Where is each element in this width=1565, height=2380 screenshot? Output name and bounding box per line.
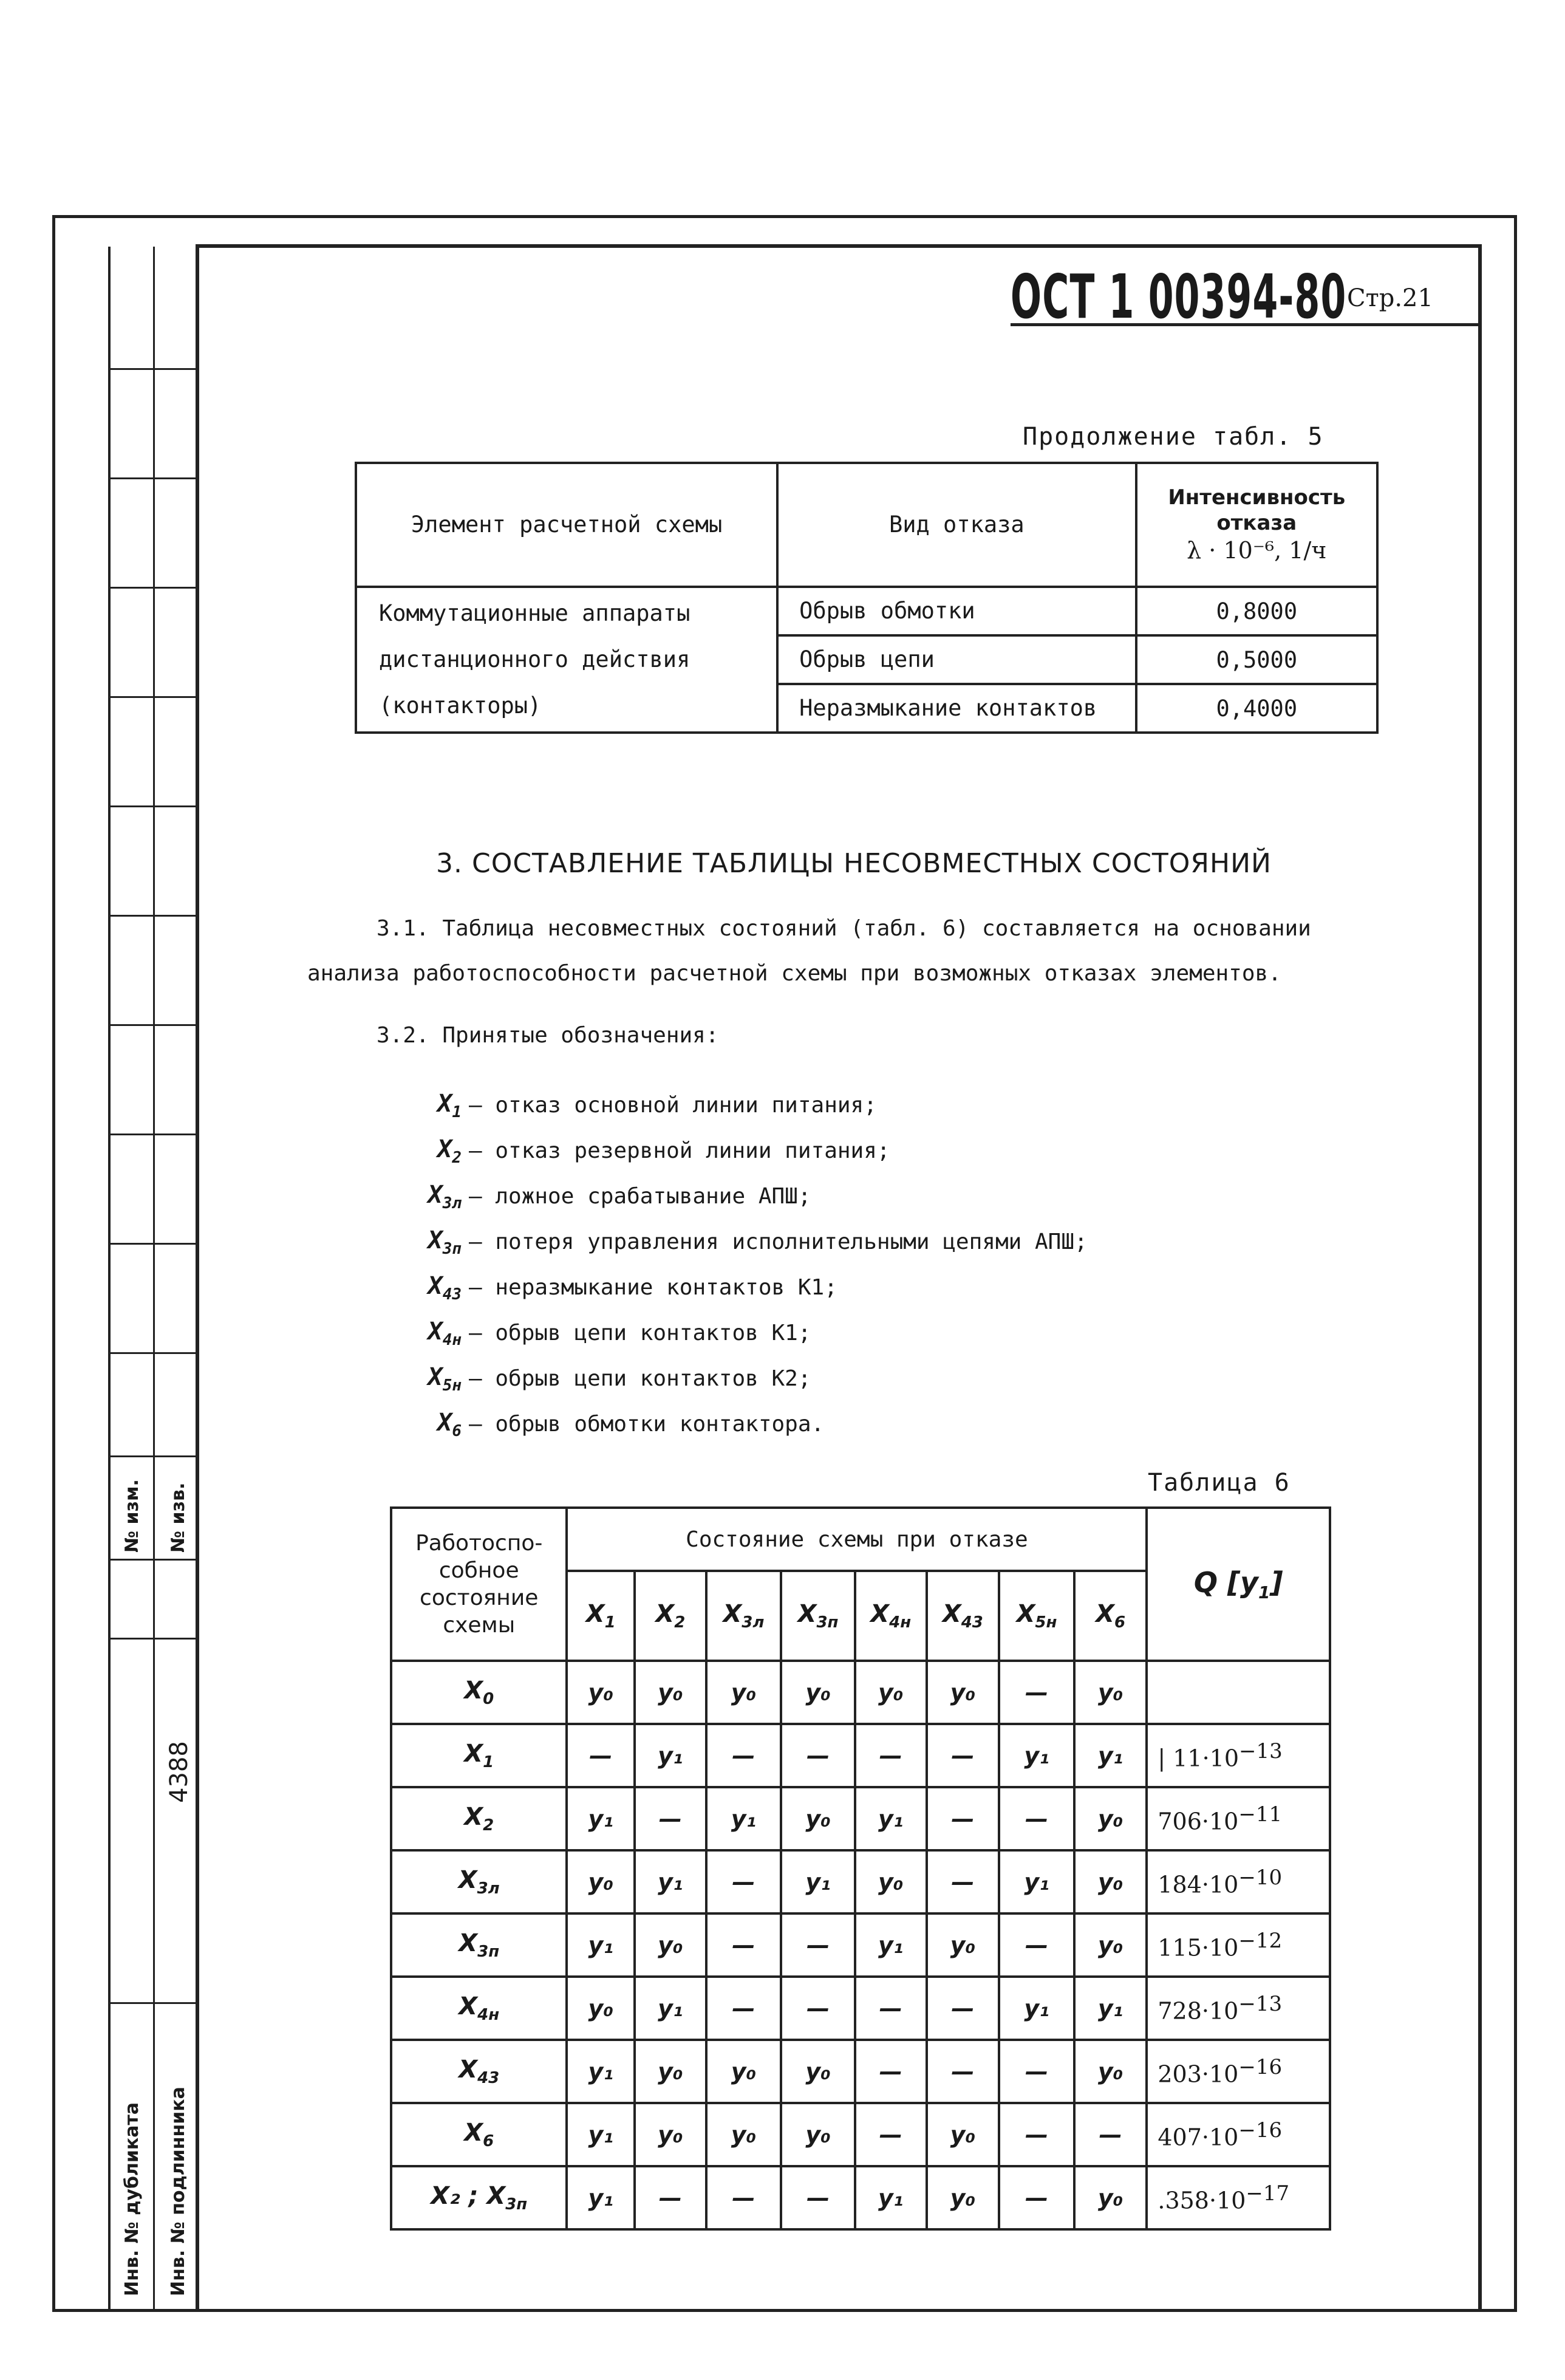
- table-row: [391, 1977, 1330, 2040]
- state-cell: $X_2$: [391, 1787, 567, 1850]
- state-value-cell: y₁: [567, 1787, 635, 1850]
- state-value-cell: —: [855, 1977, 927, 2040]
- state-value-cell: —: [927, 1977, 1000, 2040]
- notation-text: – обрыв цепи контактов K2;: [469, 1366, 811, 1391]
- state-value-cell: —: [999, 1913, 1074, 1977]
- notation-symbol: $X_{3п}$: [428, 1226, 462, 1258]
- state-cell: X₂ ; $X_{3п}$: [391, 2166, 567, 2229]
- table-row: [391, 1913, 1330, 1977]
- state-value-cell: —: [855, 2103, 927, 2166]
- state-value-cell: y₁: [999, 1724, 1074, 1787]
- table5-value: 0,5000: [1136, 635, 1377, 684]
- state-value-cell: —: [999, 1661, 1074, 1724]
- state-value-cell: y₁: [781, 1850, 855, 1913]
- notation-item: [395, 1128, 1088, 1174]
- notation-item: [395, 1082, 1088, 1128]
- state-value-cell: —: [781, 1913, 855, 1977]
- state-value-cell: —: [706, 1850, 782, 1913]
- state-value-cell: —: [781, 1977, 855, 2040]
- section-title: 3. СОСТАВЛЕНИЕ ТАБЛИЦЫ НЕСОВМЕСТНЫХ СОСТОЯНИЙ: [436, 848, 1272, 879]
- state-value-cell: y₁: [1074, 1977, 1147, 2040]
- paragraph-3-1-line2: анализа работоспособности расчетной схемы при возможных отказах элементов.: [307, 961, 1281, 986]
- table5: [355, 462, 1379, 734]
- intensity-line1: Интенсивность: [1168, 485, 1346, 510]
- state-value-cell: y₀: [1074, 1661, 1147, 1724]
- state-value-cell: y₀: [927, 2103, 1000, 2166]
- head-state-line: схемы: [443, 1613, 516, 1638]
- strip-cell-line: [108, 587, 197, 589]
- state-value-cell: —: [927, 1850, 1000, 1913]
- table-row: [391, 1724, 1330, 1787]
- state-value-cell: —: [855, 2040, 927, 2103]
- table5-header-intensity: [1136, 463, 1377, 587]
- notation-text: – отказ резервной линии питания;: [469, 1138, 890, 1163]
- state-cell: $X_0$: [391, 1661, 567, 1724]
- inv-podl-label: Инв. № подлинника: [168, 2087, 189, 2296]
- table5-failure: Обрыв обмотки: [777, 587, 1136, 635]
- document-code: ОСТ 1 00394-80: [1011, 261, 1347, 332]
- notation-item: [395, 1265, 1088, 1310]
- col-header: $X_{43}$: [927, 1571, 1000, 1661]
- strip-cell-line: [108, 1243, 197, 1245]
- notation-list: [395, 1082, 1088, 1447]
- state-value-cell: —: [781, 2166, 855, 2229]
- probability-cell: $115\cdot 10^{-12}$: [1147, 1913, 1330, 1977]
- state-value-cell: y₀: [635, 1913, 706, 1977]
- table-row: [391, 2103, 1330, 2166]
- notation-item: [395, 1174, 1088, 1219]
- notation-text: – обрыв цепи контактов K1;: [469, 1321, 811, 1346]
- state-value-cell: y₀: [1074, 2040, 1147, 2103]
- probability-cell: $706\cdot 10^{-11}$: [1147, 1787, 1330, 1850]
- strip-cell-line: [108, 2002, 197, 2004]
- state-value-cell: —: [927, 1724, 1000, 1787]
- table6-head-state: [391, 1508, 567, 1661]
- table5-failure: Неразмыкание контактов: [777, 684, 1136, 733]
- state-value-cell: y₁: [1074, 1724, 1147, 1787]
- state-value-cell: y₀: [1074, 1787, 1147, 1850]
- probability-cell: [1147, 1661, 1330, 1724]
- state-value-cell: y₀: [855, 1661, 927, 1724]
- state-cell: $X_{3л}$: [391, 1850, 567, 1913]
- probability-cell: $203\cdot 10^{-16}$: [1147, 2040, 1330, 2103]
- paragraph-3-1-line1: 3.1. Таблица несовместных состояний (табл. 6) составляется на основании: [377, 916, 1311, 941]
- inv-dubl-label: Инв. № дубликата: [121, 2102, 143, 2296]
- element-line3: (контакторы): [379, 692, 542, 719]
- col-header: $X_2$: [635, 1571, 706, 1661]
- table5-header-element: Элемент расчетной схемы: [356, 463, 777, 587]
- state-value-cell: —: [1074, 2103, 1147, 2166]
- notation-text: – ложное срабатывание АПШ;: [469, 1184, 811, 1209]
- state-value-cell: —: [999, 2166, 1074, 2229]
- table-row: [391, 1661, 1330, 1724]
- state-value-cell: y₁: [635, 1977, 706, 2040]
- table6-caption: Таблица 6: [1148, 1469, 1291, 1497]
- page-number: Стр.21: [1347, 284, 1433, 312]
- col-header: $X_{5н}$: [999, 1571, 1074, 1661]
- state-value-cell: y₀: [927, 1661, 1000, 1724]
- notation-item: [395, 1401, 1088, 1447]
- state-value-cell: y₀: [635, 2103, 706, 2166]
- table5-value: 0,4000: [1136, 684, 1377, 733]
- state-value-cell: y₀: [1074, 1850, 1147, 1913]
- state-value-cell: —: [706, 1977, 782, 2040]
- state-value-cell: y₁: [855, 2166, 927, 2229]
- state-value-cell: —: [706, 2166, 782, 2229]
- probability-cell: $407\cdot 10^{-16}$: [1147, 2103, 1330, 2166]
- state-value-cell: y₀: [567, 1850, 635, 1913]
- head-state-line: собное: [438, 1558, 519, 1583]
- state-cell: $X_{4н}$: [391, 1977, 567, 2040]
- notation-symbol: $X_1$: [437, 1089, 462, 1121]
- strip-cell-line: [108, 1455, 197, 1457]
- table6-head-group: Состояние схемы при отказе: [567, 1508, 1147, 1571]
- notation-symbol: $X_{4н}$: [428, 1317, 462, 1349]
- strip-cell-line: [108, 805, 197, 807]
- state-value-cell: y₁: [706, 1787, 782, 1850]
- state-cell: $X_{43}$: [391, 2040, 567, 2103]
- state-value-cell: —: [927, 1787, 1000, 1850]
- state-value-cell: —: [999, 2040, 1074, 2103]
- state-value-cell: —: [706, 1724, 782, 1787]
- state-value-cell: —: [999, 1787, 1074, 1850]
- notation-text: – обрыв обмотки контактора.: [469, 1412, 825, 1437]
- revision-strip: [108, 247, 197, 2311]
- header-rule: [1011, 323, 1482, 326]
- state-value-cell: y₁: [855, 1913, 927, 1977]
- strip-cell-line: [108, 915, 197, 917]
- state-value-cell: —: [567, 1724, 635, 1787]
- strip-cell-line: [108, 696, 197, 698]
- state-value-cell: —: [999, 2103, 1074, 2166]
- state-value-cell: y₀: [781, 2103, 855, 2166]
- state-value-cell: —: [635, 1787, 706, 1850]
- state-value-cell: —: [635, 2166, 706, 2229]
- strip-cell-line: [108, 1352, 197, 1354]
- probability-cell: | $11\cdot 10^{-13}$: [1147, 1724, 1330, 1787]
- notation-text: – неразмыкание контактов K1;: [469, 1275, 837, 1300]
- inventory-number: 4388: [165, 1741, 193, 1803]
- strip-cell-line: [108, 1638, 197, 1640]
- table-row: [391, 1787, 1330, 1850]
- table6-head-q: Q $[y_1]$: [1147, 1508, 1330, 1661]
- table5-caption: Продолжение табл. 5: [1023, 423, 1324, 451]
- element-line1: Коммутационные аппараты: [379, 600, 690, 626]
- state-value-cell: y₁: [635, 1724, 706, 1787]
- state-value-cell: y₁: [999, 1977, 1074, 2040]
- table5-element-cell: [356, 587, 777, 733]
- state-value-cell: y₀: [1074, 2166, 1147, 2229]
- state-value-cell: y₁: [567, 2040, 635, 2103]
- col-header: $X_1$: [567, 1571, 635, 1661]
- revision-strip-divider: [153, 247, 155, 2311]
- state-value-cell: y₀: [567, 1661, 635, 1724]
- notation-symbol: $X_{43}$: [428, 1271, 462, 1304]
- head-state-line: Работоспо-: [415, 1531, 543, 1556]
- state-value-cell: y₁: [855, 1787, 927, 1850]
- paragraph-3-2: 3.2. Принятые обозначения:: [377, 1023, 719, 1048]
- notation-symbol: $X_6$: [437, 1408, 462, 1440]
- state-value-cell: y₁: [999, 1850, 1074, 1913]
- state-value-cell: y₁: [567, 2166, 635, 2229]
- state-value-cell: y₀: [781, 1661, 855, 1724]
- state-value-cell: y₁: [567, 2103, 635, 2166]
- table-row: [391, 1850, 1330, 1913]
- izm-label: № изм.: [121, 1479, 143, 1553]
- state-value-cell: y₀: [927, 2166, 1000, 2229]
- strip-cell-line: [108, 1134, 197, 1135]
- col-header: $X_{3п}$: [781, 1571, 855, 1661]
- state-value-cell: y₁: [635, 1850, 706, 1913]
- intensity-line3: λ · 10⁻⁶, 1/ч: [1187, 536, 1327, 564]
- state-value-cell: y₁: [567, 1913, 635, 1977]
- strip-cell-line: [108, 1024, 197, 1026]
- state-cell: $X_{3п}$: [391, 1913, 567, 1977]
- head-state-line: состояние: [420, 1585, 539, 1610]
- table-row: [391, 2166, 1330, 2229]
- probability-cell: $728\cdot 10^{-13}$: [1147, 1977, 1330, 2040]
- notation-item: [395, 1310, 1088, 1356]
- table5-failure: Обрыв цепи: [777, 635, 1136, 684]
- table6-body: [391, 1661, 1330, 2229]
- col-header: $X_{3л}$: [706, 1571, 782, 1661]
- state-value-cell: y₀: [706, 2103, 782, 2166]
- state-value-cell: —: [706, 1913, 782, 1977]
- table5-header-failure: Вид отказа: [777, 463, 1136, 587]
- state-value-cell: —: [781, 1724, 855, 1787]
- state-value-cell: y₀: [855, 1850, 927, 1913]
- state-value-cell: y₀: [1074, 1913, 1147, 1977]
- element-line2: дистанционного действия: [379, 646, 690, 672]
- notation-item: [395, 1219, 1088, 1265]
- state-value-cell: y₀: [927, 1913, 1000, 1977]
- state-value-cell: y₀: [567, 1977, 635, 2040]
- state-value-cell: y₀: [706, 1661, 782, 1724]
- probability-cell: $.358\cdot 10^{-17}$: [1147, 2166, 1330, 2229]
- table-row: [391, 2040, 1330, 2103]
- col-header: $X_{4н}$: [855, 1571, 927, 1661]
- notation-text: – потеря управления исполнительными цепями АПШ;: [469, 1229, 1088, 1254]
- state-value-cell: y₀: [781, 1787, 855, 1850]
- notation-symbol: $X_{3л}$: [428, 1180, 462, 1212]
- notation-item: [395, 1356, 1088, 1401]
- col-header: $X_6$: [1074, 1571, 1147, 1661]
- state-value-cell: —: [855, 1724, 927, 1787]
- strip-cell-line: [108, 1559, 197, 1561]
- state-value-cell: y₀: [635, 1661, 706, 1724]
- izv-label: № изв.: [168, 1482, 189, 1553]
- intensity-line2: отказа: [1216, 511, 1297, 536]
- notation-symbol: $X_2$: [437, 1135, 462, 1167]
- strip-cell-line: [108, 477, 197, 479]
- notation-text: – отказ основной линии питания;: [469, 1093, 877, 1118]
- table6: [390, 1506, 1331, 2231]
- state-value-cell: y₀: [706, 2040, 782, 2103]
- state-value-cell: y₀: [635, 2040, 706, 2103]
- state-cell: $X_6$: [391, 2103, 567, 2166]
- table5-value: 0,8000: [1136, 587, 1377, 635]
- strip-cell-line: [108, 368, 197, 370]
- probability-cell: $184\cdot 10^{-10}$: [1147, 1850, 1330, 1913]
- notation-symbol: $X_{5н}$: [428, 1363, 462, 1395]
- state-value-cell: y₀: [781, 2040, 855, 2103]
- state-value-cell: —: [927, 2040, 1000, 2103]
- state-cell: $X_1$: [391, 1724, 567, 1787]
